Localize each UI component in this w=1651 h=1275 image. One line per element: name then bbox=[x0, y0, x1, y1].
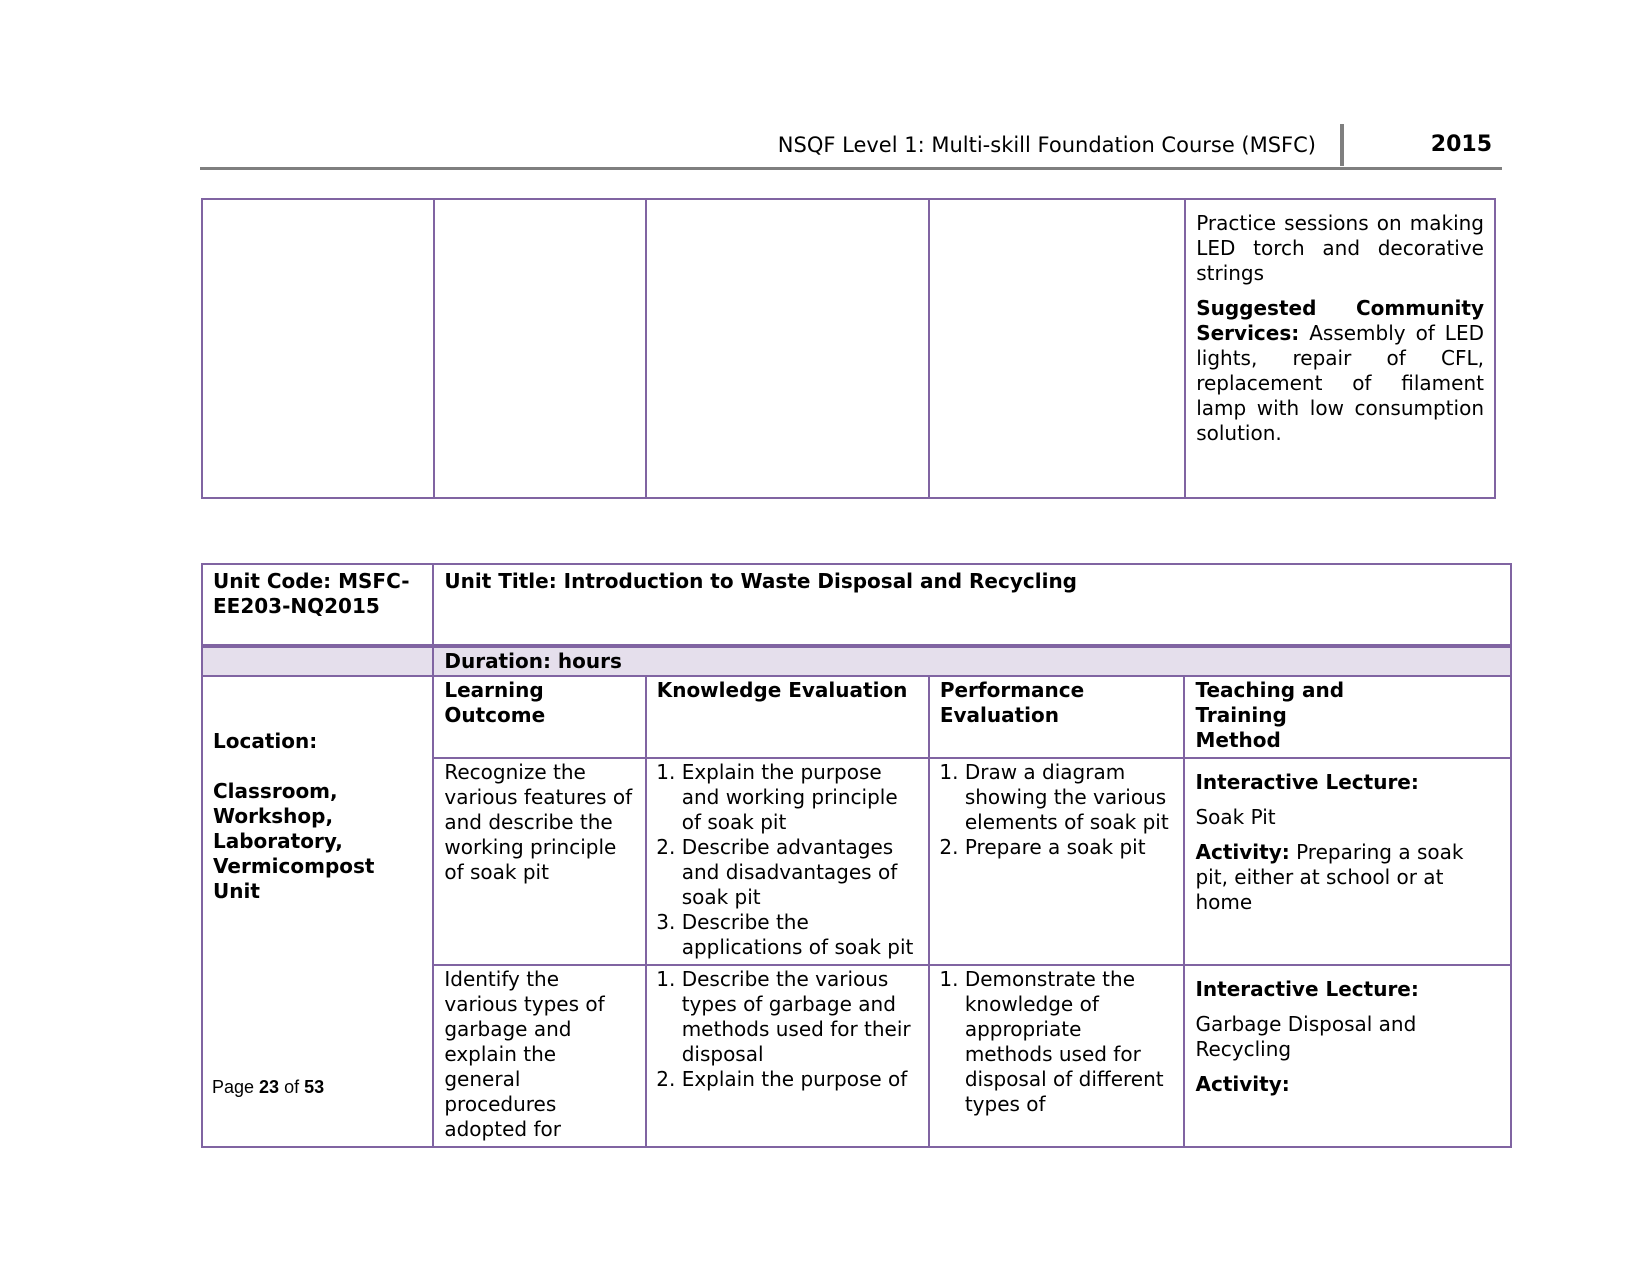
knowledge-evaluation bbox=[646, 758, 929, 965]
list-item: 1. Describe the various types of garbage and methods used for their disposal bbox=[682, 967, 918, 1067]
column-header-row bbox=[202, 676, 1511, 758]
page-total: 53 bbox=[304, 1077, 325, 1097]
lecture-topic: Garbage Disposal and Recycling bbox=[1195, 1012, 1417, 1061]
performance-evaluation bbox=[929, 965, 1185, 1147]
duration-blank bbox=[202, 646, 433, 676]
unit-code: Unit Code: MSFC-EE203-NQ2015 bbox=[202, 564, 433, 646]
col-header-teaching: Teaching and Training Method bbox=[1184, 676, 1511, 758]
page-header bbox=[200, 124, 1502, 170]
knowledge-evaluation bbox=[646, 965, 929, 1147]
unit-title: Unit Title: Introduction to Waste Disposal and Recycling bbox=[433, 564, 1511, 646]
col-header-learning: Learning Outcome bbox=[433, 676, 645, 758]
empty-cell bbox=[202, 199, 434, 498]
location-value: Classroom, Workshop, Laboratory, Vermicompost Unit bbox=[213, 779, 375, 903]
list-item: 2. Explain the purpose of bbox=[682, 1067, 918, 1092]
practice-text: Practice sessions on making LED torch and decorative strings bbox=[1196, 211, 1484, 285]
activity-text: Preparing a soak pit, either at school or at home bbox=[1195, 840, 1464, 914]
community-label: Suggested Community Services: bbox=[1196, 296, 1484, 345]
lecture-topic: Soak Pit bbox=[1195, 805, 1276, 829]
continuation-table bbox=[201, 198, 1496, 499]
header-title: NSQF Level 1: Multi-skill Foundation Course (MSFC) bbox=[777, 133, 1316, 157]
page-footer bbox=[212, 1076, 324, 1098]
page-number: 23 bbox=[259, 1077, 280, 1097]
performance-evaluation bbox=[929, 758, 1185, 965]
activity-label: Activity: bbox=[1195, 1072, 1290, 1096]
teaching-method bbox=[1184, 965, 1511, 1147]
duration: Duration: hours bbox=[433, 646, 1511, 676]
lecture-label: Interactive Lecture: bbox=[1195, 770, 1419, 794]
list-item: 3. Describe the applications of soak pit bbox=[682, 910, 918, 960]
unit-table bbox=[201, 563, 1512, 1148]
unit-header-row bbox=[202, 564, 1511, 646]
list-item: 2. Describe advantages and disadvantages of soak pit bbox=[682, 835, 918, 910]
location-label: Location: bbox=[213, 729, 318, 753]
table-row bbox=[202, 199, 1495, 498]
page-word: Page bbox=[212, 1077, 260, 1097]
list-item: 2. Prepare a soak pit bbox=[965, 835, 1174, 860]
teaching-method-cell bbox=[1185, 199, 1495, 498]
of-word: of bbox=[279, 1077, 305, 1097]
community-text: Assembly of LED lights, repair of CFL, replacement of filament lamp with low consumption solution. bbox=[1196, 321, 1484, 445]
list-item: 1. Draw a diagram showing the various elements of soak pit bbox=[965, 760, 1174, 835]
empty-cell bbox=[929, 199, 1185, 498]
community-services bbox=[1196, 296, 1484, 446]
list-item: 1. Demonstrate the knowledge of appropriate methods used for disposal of different types of bbox=[965, 967, 1174, 1117]
header-separator bbox=[1340, 124, 1344, 166]
activity-label: Activity: bbox=[1195, 840, 1290, 864]
duration-row bbox=[202, 646, 1511, 676]
teaching-method bbox=[1184, 758, 1511, 965]
col-header-performance: Performance Evaluation bbox=[929, 676, 1185, 758]
lecture-label: Interactive Lecture: bbox=[1195, 977, 1419, 1001]
list-item: 1. Explain the purpose and working principle of soak pit bbox=[682, 760, 918, 835]
col-header-knowledge: Knowledge Evaluation bbox=[646, 676, 929, 758]
empty-cell bbox=[434, 199, 647, 498]
header-rule bbox=[200, 167, 1502, 170]
empty-cell bbox=[646, 199, 929, 498]
learning-outcome: Recognize the various features of and describe the working principle of soak pit bbox=[433, 758, 645, 965]
learning-outcome: Identify the various types of garbage and explain the general procedures adopted for bbox=[433, 965, 645, 1147]
header-year: 2015 bbox=[1430, 132, 1492, 157]
